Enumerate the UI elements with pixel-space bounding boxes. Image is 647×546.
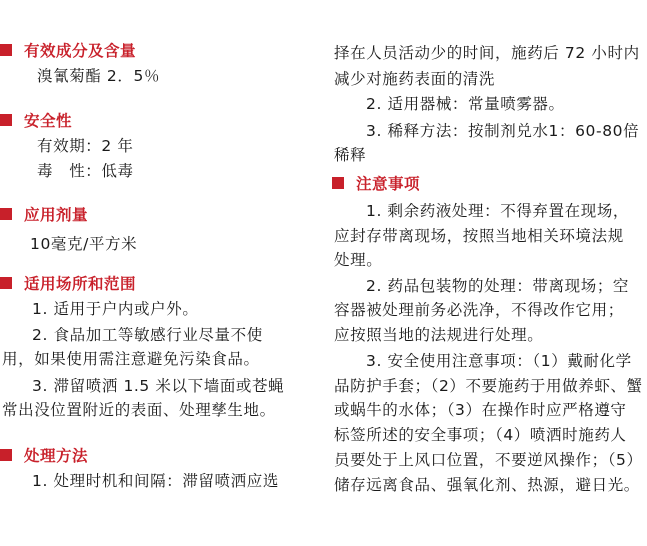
red-square-icon (332, 177, 344, 189)
ingredient-text: 溴氰菊酯 2．5％ (37, 67, 161, 85)
precautions-line-5: 容器被处理前务必洗净，不得改作它用； (334, 301, 624, 319)
precautions-line-4: 2. 药品包装物的处理：带离现场；空 (366, 277, 630, 295)
method-cont-line-5: 稀释 (334, 146, 367, 164)
red-square-icon (0, 44, 12, 56)
scope-line-1: 1. 适用于户内或户外。 (32, 300, 199, 318)
toxicity-text: 毒 性：低毒 (37, 162, 134, 180)
section-heading-dosage: 应用剂量 (0, 203, 88, 225)
precautions-line-7: 3. 安全使用注意事项：（1）戴耐化学 (366, 352, 632, 370)
section-heading-safety: 安全性 (0, 109, 72, 131)
precautions-line-1: 1. 剩余药液处理：不得弃置在现场， (366, 202, 630, 220)
precautions-line-3: 处理。 (334, 251, 383, 269)
red-square-icon (0, 449, 12, 461)
scope-line-4: 3. 滞留喷洒 1.5 米以下墙面或苍蝇 (32, 377, 285, 395)
section-heading-ingredients: 有效成分及含量 (0, 39, 136, 61)
section-heading-precautions: 注意事项 (332, 172, 420, 194)
red-square-icon (0, 277, 12, 289)
precautions-line-9: 或蜗牛的水体；（3）在操作时应严格遵守 (334, 401, 627, 419)
precautions-line-10: 标签所述的安全事项；（4）喷洒时施药人 (334, 426, 627, 444)
dosage-text: 10毫克/平方米 (30, 235, 138, 253)
section-heading-scope: 适用场所和范围 (0, 272, 136, 294)
method-cont-line-1: 择在人员活动少的时间，施药后 72 小时内 (334, 44, 640, 62)
precautions-line-11: 员要处于上风口位置，不要逆风操作；（5） (334, 451, 643, 469)
method-line-1: 1. 处理时机和间隔：滞留喷洒应选 (32, 472, 279, 490)
method-cont-line-2: 减少对施药表面的清洗 (334, 70, 496, 88)
precautions-line-2: 应封存带离现场，按照当地相关环境法规 (334, 227, 624, 245)
shelf-life-text: 有效期：2 年 (37, 137, 134, 155)
red-square-icon (0, 208, 12, 220)
method-cont-line-3: 2. 适用器械：常量喷雾器。 (366, 95, 565, 113)
method-cont-line-4: 3. 稀释方法：按制剂兑水1：60-80倍 (366, 122, 640, 140)
scope-line-3: 用，如果使用需注意避免污染食品。 (2, 350, 260, 368)
precautions-line-12: 储存远离食品、强氧化剂、热源，避日光。 (334, 476, 640, 494)
scope-line-5: 常出没位置附近的表面、处理孳生地。 (2, 401, 276, 419)
precautions-line-8: 品防护手套；（2）不要施药于用做养虾、蟹 (334, 377, 643, 395)
section-heading-method: 处理方法 (0, 444, 88, 466)
precautions-line-6: 应按照当地的法规进行处理。 (334, 326, 544, 344)
red-square-icon (0, 114, 12, 126)
scope-line-2: 2. 食品加工等敏感行业尽量不使 (32, 326, 263, 344)
